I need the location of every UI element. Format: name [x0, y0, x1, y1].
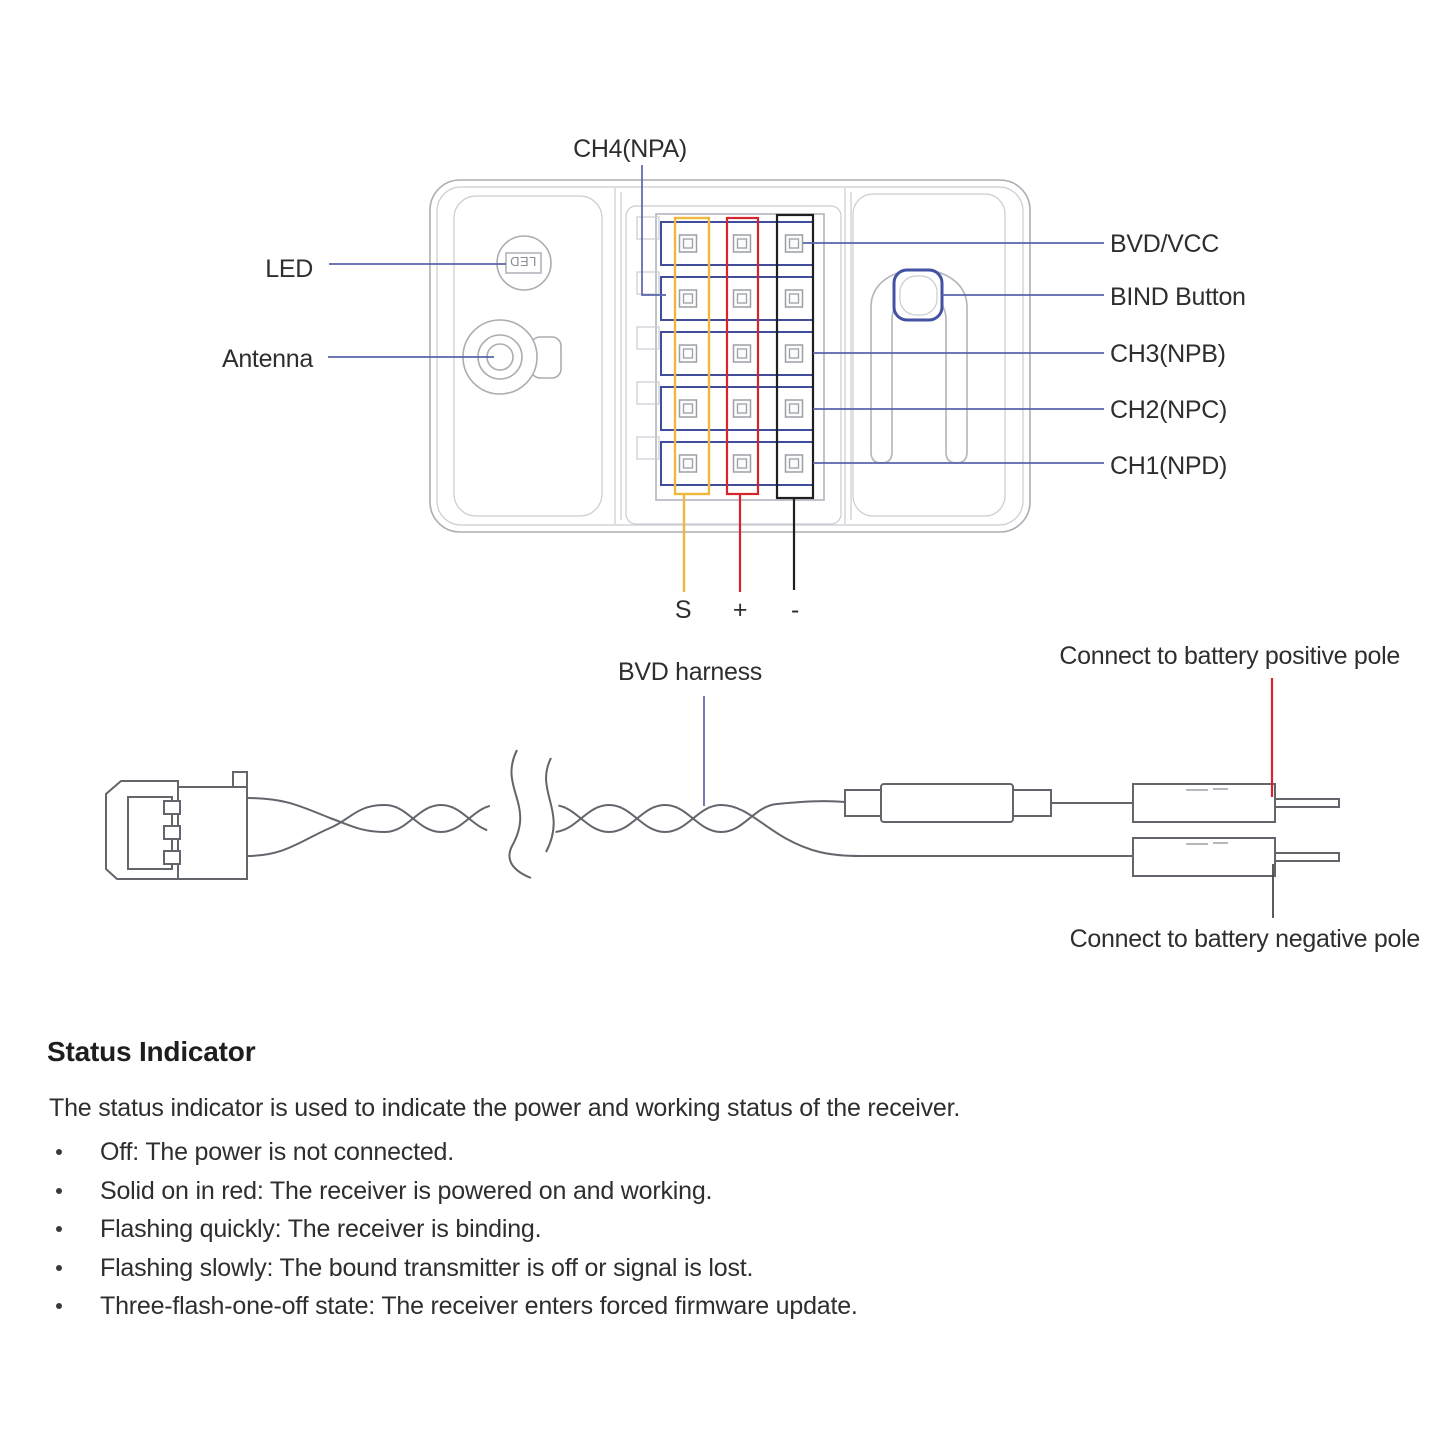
status-intro: The status indicator is used to indicate the power and working status of the receiver. [49, 1094, 961, 1122]
status-heading: Status Indicator [47, 1036, 256, 1067]
pin-contact [786, 455, 803, 472]
harness-connector-plug [106, 772, 247, 879]
bvd-harness [106, 642, 1420, 953]
negative-pin [1275, 853, 1339, 861]
bullet-dot [56, 1188, 62, 1194]
label-ch3: CH3(NPB) [1110, 340, 1226, 368]
bind-button [894, 270, 942, 320]
wire-break-mark [482, 750, 564, 882]
pin-contact [680, 455, 697, 472]
status-bullet-solid [47, 1172, 1417, 1211]
pin-contact [680, 290, 697, 307]
pin-contact [734, 400, 751, 417]
pin-contact [734, 290, 751, 307]
pin-contact [786, 400, 803, 417]
status-bullet-flash-quick [47, 1210, 1417, 1249]
pin-contact [734, 235, 751, 252]
positive-terminal [1133, 784, 1339, 822]
label-led: LED [265, 255, 313, 283]
pin-contact [786, 345, 803, 362]
inline-fuse [845, 784, 1133, 822]
label-negative-pole: Connect to battery negative pole [1069, 925, 1420, 953]
bullet-dot [56, 1265, 62, 1271]
receiver-device [222, 135, 1246, 624]
label-antenna: Antenna [221, 345, 313, 373]
led-icon-text: LED [509, 254, 537, 269]
status-bullet-text: Off: The power is not connected. [100, 1138, 455, 1166]
pin-contact [786, 235, 803, 252]
status-bullet-text: Flashing quickly: The receiver is binding. [100, 1215, 542, 1243]
pin-contact [734, 455, 751, 472]
label-positive-pole: Connect to battery positive pole [1059, 642, 1400, 670]
status-bullet-text: Flashing slowly: The bound transmitter is off or signal is lost. [100, 1253, 754, 1282]
label-bvd-harness: BVD harness [618, 658, 762, 686]
status-bullet-three-flash [47, 1287, 1417, 1326]
status-bullet-text: Solid on in red: The receiver is powered on and working. [100, 1176, 713, 1205]
label-ch4: CH4(NPA) [573, 135, 687, 163]
bullet-dot [56, 1226, 62, 1232]
status-indicator-section [47, 1036, 1417, 1326]
label-pin-signal: S [674, 596, 692, 624]
label-pin-positive: + [732, 596, 748, 624]
pin-contact [680, 400, 697, 417]
label-bvd-vcc: BVD/VCC [1110, 230, 1220, 258]
status-bullet-off [47, 1133, 1417, 1172]
pin-contact [680, 345, 697, 362]
negative-terminal [1133, 838, 1339, 876]
label-bind-button: BIND Button [1110, 283, 1246, 311]
led-indicator-icon [497, 236, 551, 290]
label-pin-negative: - [790, 596, 800, 624]
positive-pin [1275, 799, 1339, 807]
status-bullet-text: Three-flash-one-off state: The receiver enters forced firmware update. [100, 1292, 858, 1320]
bullet-dot [56, 1303, 62, 1309]
pin-contact [786, 290, 803, 307]
status-bullet-flash-slow [47, 1249, 1417, 1288]
label-ch1: CH1(NPD) [1110, 452, 1228, 480]
bullet-dot [56, 1149, 62, 1155]
pin-contact [734, 345, 751, 362]
pin-contact [680, 235, 697, 252]
status-bullet-list [47, 1133, 1417, 1326]
label-ch2: CH2(NPC) [1110, 396, 1228, 424]
